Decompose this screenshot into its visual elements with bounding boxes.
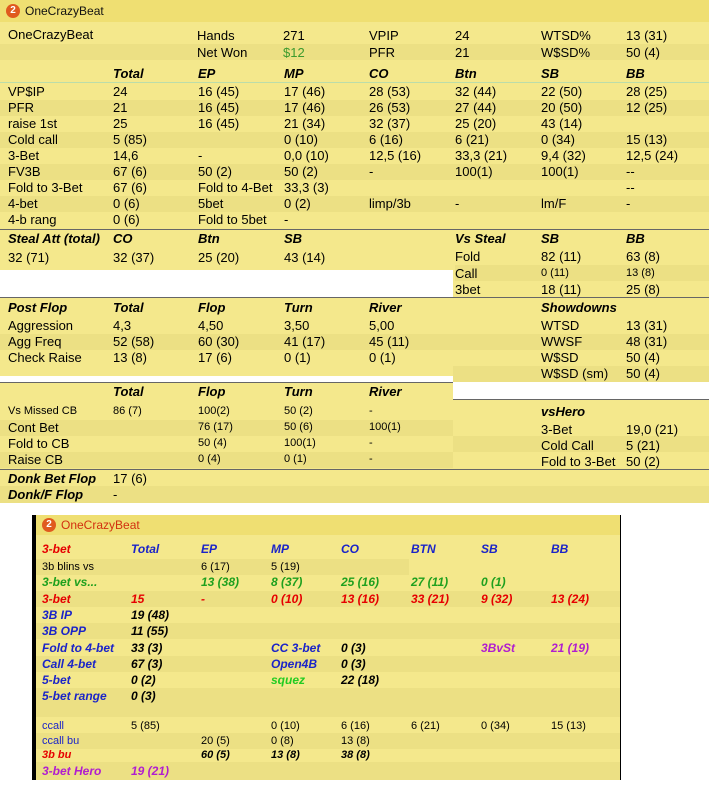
preflop-cell: -	[198, 148, 203, 163]
cbet-col-total: Total	[113, 384, 144, 399]
h2-3bbu-ep: 60 (5)	[201, 749, 230, 761]
postflop-cell: 45 (11)	[369, 334, 410, 349]
preflop-cell: 50 (2)	[284, 164, 318, 179]
preflop-cell: -	[369, 164, 374, 179]
postflop-cell: 13 (8)	[113, 350, 147, 365]
preflop-cell: 5 (85)	[113, 132, 147, 147]
showdown-label: WTSD	[541, 318, 580, 333]
preflop-cell: lm/F	[541, 196, 567, 211]
h2-ccall-label: ccall	[42, 720, 65, 732]
h2-blins-ep: 6 (17)	[201, 561, 230, 573]
wtsd-value: 13 (31)	[626, 28, 668, 43]
cbet-col-flop: Flop	[198, 384, 226, 399]
col-header-sb: SB	[541, 66, 560, 81]
showdown-value: 48 (31)	[626, 334, 668, 349]
preflop-cell: 27 (44)	[455, 100, 497, 115]
postflop-cell: 5,00	[369, 318, 395, 333]
h2-col-bb: BB	[551, 542, 569, 556]
vs-steal-col-sb: SB	[541, 231, 560, 246]
h2-ccallbu-mp: 0 (8)	[271, 735, 294, 747]
h2-header-3bet: 3-bet	[42, 542, 71, 556]
h2-vs-co: 25 (16)	[341, 575, 380, 589]
preflop-cell: 6 (16)	[369, 132, 403, 147]
preflop-cell: 0,0 (10)	[284, 148, 329, 163]
preflop-cell: 15 (13)	[626, 132, 668, 147]
pfr-value: 21	[455, 45, 470, 60]
vshero-fold3bet-value: 50 (2)	[626, 454, 660, 469]
h2-col-mp: MP	[271, 542, 289, 556]
cbet-row-label: Raise CB	[8, 452, 63, 467]
vpip-label: VPIP	[369, 28, 399, 43]
preflop-cell: -	[626, 196, 631, 211]
h2-call4bet-label: Call 4-bet	[42, 657, 97, 671]
hands-label: Hands	[197, 28, 235, 43]
preflop-cell: 0 (6)	[113, 212, 140, 227]
steal-sb-value: 43 (14)	[284, 250, 326, 265]
cbet-cell: 100(1)	[369, 421, 401, 433]
donk-bet-value: 17 (6)	[113, 471, 147, 486]
postflop-row-label: Aggression	[8, 318, 74, 333]
h2-ccall-btn: 6 (21)	[411, 720, 440, 732]
preflop-cell: limp/3b	[369, 196, 411, 211]
preflop-cell: -	[284, 212, 289, 227]
donk-fold-value: -	[113, 487, 118, 502]
col-header-btn: Btn	[455, 66, 477, 81]
preflop-cell: 22 (50)	[541, 84, 583, 99]
steal-col-co: CO	[113, 231, 133, 246]
steal-col-btn: Btn	[198, 231, 220, 246]
cbet-cell: -	[369, 437, 373, 449]
postflop-col-flop: Flop	[198, 300, 226, 315]
h2-squez-label: squez	[271, 673, 306, 687]
steal-col-sb: SB	[284, 231, 303, 246]
preflop-cell: --	[626, 164, 635, 179]
netwon-label: Net Won	[197, 45, 248, 60]
preflop-cell: 33,3 (21)	[455, 148, 508, 163]
h2-3bethero-value: 19 (21)	[131, 764, 170, 778]
showdown-value: 13 (31)	[626, 318, 668, 333]
h2-cc3bet-value: 0 (3)	[341, 641, 366, 655]
h2-3bip-value: 19 (48)	[131, 608, 170, 622]
cbet-cell: 0 (1)	[284, 453, 307, 465]
h2-vs-mp: 8 (37)	[271, 575, 303, 589]
col-header-ep: EP	[198, 66, 216, 81]
postflop-col-turn: Turn	[284, 300, 313, 315]
hud-title-bar[interactable]	[0, 0, 709, 22]
postflop-cell: 52 (58)	[113, 334, 155, 349]
h2-vs-btn: 27 (11)	[411, 575, 449, 589]
preflop-cell: 0 (34)	[541, 132, 575, 147]
h2-col-total: Total	[131, 542, 160, 556]
cbet-row-label: Vs Missed CB	[8, 405, 78, 417]
cbet-cell: 86 (7)	[113, 405, 142, 417]
showdown-value: 50 (4)	[626, 366, 660, 381]
col-header-mp: MP	[284, 66, 304, 81]
wsd-label: W$SD%	[541, 45, 591, 60]
preflop-cell: 28 (53)	[369, 84, 411, 99]
preflop-row-label: 4-bet	[8, 196, 38, 211]
postflop-cell: 41 (17)	[284, 334, 326, 349]
postflop-cell: 4,50	[198, 318, 224, 333]
h2-ccallbu-label: ccall bu	[42, 735, 80, 747]
preflop-cell: --	[626, 180, 635, 195]
h2-ccall-co: 6 (16)	[341, 720, 370, 732]
h2-3bet-bb: 13 (24)	[551, 592, 590, 606]
steal-btn-value: 25 (20)	[198, 250, 240, 265]
preflop-cell: Fold to 5bet	[198, 212, 267, 227]
h2-col-sb: SB	[481, 542, 498, 556]
hud-title: OneCrazyBeat	[25, 4, 104, 18]
preflop-cell: 28 (25)	[626, 84, 668, 99]
preflop-cell: 5bet	[198, 196, 224, 211]
h2-3bet-ep: -	[201, 592, 205, 606]
preflop-cell: 100(1)	[455, 164, 493, 179]
h2-col-ep: EP	[201, 542, 218, 556]
vshero-header: vsHero	[541, 404, 586, 419]
h2-vs-label: 3-bet vs...	[42, 575, 98, 589]
donk-bet-label: Donk Bet Flop	[8, 471, 97, 486]
vshero-3bet-value: 19,0 (21)	[626, 422, 679, 437]
h2-ccall-total: 5 (85)	[131, 720, 160, 732]
h2-ccallbu-ep: 20 (5)	[201, 735, 230, 747]
h2-3bet-sb: 9 (32)	[481, 592, 513, 606]
preflop-cell: 50 (2)	[198, 164, 232, 179]
vs-steal-header: Vs Steal	[455, 231, 506, 246]
h2-open4b-value: 0 (3)	[341, 657, 366, 671]
h2-3bet-label: 3-bet	[42, 592, 71, 606]
col-header-bb: BB	[626, 66, 645, 81]
preflop-cell: 0 (2)	[284, 196, 311, 211]
showdown-value: 50 (4)	[626, 350, 660, 365]
h2-call4bet-value: 67 (3)	[131, 657, 163, 671]
postflop-header: Post Flop	[8, 300, 68, 315]
wsd-value: 50 (4)	[626, 45, 660, 60]
vs-steal-fold-label: Fold	[455, 249, 481, 264]
h2-ccall-mp: 0 (10)	[271, 720, 300, 732]
hud2-title-bar[interactable]	[36, 515, 620, 535]
preflop-cell: 24	[113, 84, 128, 99]
h2-open4b-label: Open4B	[271, 657, 318, 671]
preflop-cell: 32 (44)	[455, 84, 497, 99]
h2-3bbu-co: 38 (8)	[341, 749, 370, 761]
hud2-logo-icon: 2	[42, 518, 56, 532]
preflop-cell: 17 (46)	[284, 84, 326, 99]
hands-value: 271	[283, 28, 305, 43]
preflop-cell: 0 (6)	[113, 196, 140, 211]
h2-3bvst-value: 21 (19)	[551, 641, 590, 655]
preflop-cell: 16 (45)	[198, 116, 240, 131]
vs-steal-3bet-sb: 18 (11)	[541, 282, 582, 297]
showdown-label: W$SD (sm)	[541, 366, 609, 381]
cbet-cell: -	[369, 405, 373, 417]
postflop-col-total: Total	[113, 300, 144, 315]
cbet-cell: -	[369, 453, 373, 465]
cbet-cell: 50 (4)	[198, 437, 227, 449]
showdown-label: WWSF	[541, 334, 583, 349]
cbet-row-label: Fold to CB	[8, 436, 70, 451]
h2-3bvst-label: 3BvSt	[481, 641, 516, 655]
steal-co-value: 32 (37)	[113, 250, 155, 265]
h2-ccall-sb: 0 (34)	[481, 720, 510, 732]
postflop-cell: 3,50	[284, 318, 310, 333]
cbet-cell: 50 (6)	[284, 421, 313, 433]
vshero-coldcall-label: Cold Call	[541, 438, 594, 453]
preflop-cell: 26 (53)	[369, 100, 411, 115]
preflop-cell: 67 (6)	[113, 164, 147, 179]
vs-steal-col-bb: BB	[626, 231, 645, 246]
preflop-cell: 25 (20)	[455, 116, 497, 131]
h2-blins-label: 3b blins vs	[42, 561, 94, 573]
h2-3bethero-label: 3-bet Hero	[42, 764, 102, 778]
vshero-coldcall-value: 5 (21)	[626, 438, 660, 453]
h2-3bopp-label: 3B OPP	[42, 624, 87, 638]
h2-cc3bet-label: CC 3-bet	[271, 641, 321, 655]
preflop-cell: 67 (6)	[113, 180, 147, 195]
preflop-cell: 14,6	[113, 148, 139, 163]
preflop-cell: 12,5 (16)	[369, 148, 422, 163]
preflop-cell: 6 (21)	[455, 132, 489, 147]
h2-5betrange-value: 0 (3)	[131, 689, 156, 703]
vs-steal-fold-sb: 82 (11)	[541, 249, 582, 264]
preflop-cell: 100(1)	[541, 164, 579, 179]
cbet-cell: 76 (17)	[198, 421, 233, 433]
preflop-row-label: Cold call	[8, 132, 58, 147]
preflop-row-label: raise 1st	[8, 116, 58, 131]
h2-fold4bet-value: 33 (3)	[131, 641, 163, 655]
vshero-3bet-label: 3-Bet	[541, 422, 573, 437]
col-header-co: CO	[369, 66, 389, 81]
donk-fold-label: Donk/F Flop	[8, 487, 84, 502]
netwon-value: $12	[283, 45, 305, 60]
preflop-row-label: FV3B	[8, 164, 41, 179]
cbet-cell: 0 (4)	[198, 453, 221, 465]
postflop-cell: 0 (1)	[284, 350, 311, 365]
postflop-row-label: Check Raise	[8, 350, 82, 365]
h2-ccallbu-co: 13 (8)	[341, 735, 370, 747]
preflop-cell: 12,5 (24)	[626, 148, 679, 163]
steal-header: Steal Att (total)	[8, 231, 100, 246]
postflop-col-river: River	[369, 300, 402, 315]
cbet-cell: 100(1)	[284, 437, 316, 449]
preflop-cell: 9,4 (32)	[541, 148, 586, 163]
h2-ccall-bb: 15 (13)	[551, 720, 586, 732]
h2-col-co: CO	[341, 542, 359, 556]
postflop-cell: 17 (6)	[198, 350, 232, 365]
vpip-value: 24	[455, 28, 470, 43]
hud-panel-3bet	[32, 515, 621, 780]
vs-steal-call-label: Call	[455, 266, 478, 281]
preflop-cell: 43 (14)	[541, 116, 583, 131]
cbet-col-river: River	[369, 384, 402, 399]
h2-5bet-label: 5-bet	[42, 673, 71, 687]
cbet-row-label: Cont Bet	[8, 420, 59, 435]
h2-3bbu-mp: 13 (8)	[271, 749, 300, 761]
h2-3bbu-label: 3b bu	[42, 749, 72, 761]
vshero-fold3bet-label: Fold to 3-Bet	[541, 454, 616, 469]
player-name: OneCrazyBeat	[8, 27, 94, 42]
h2-3bet-co: 13 (16)	[341, 592, 380, 606]
cbet-cell: 100(2)	[198, 405, 230, 417]
h2-fold4bet-label: Fold to 4-bet	[42, 641, 114, 655]
preflop-row-label: 4-b rang	[8, 212, 57, 227]
preflop-cell: 21	[113, 100, 128, 115]
vs-steal-call-sb: 0 (11)	[541, 267, 569, 279]
showdown-label: W$SD	[541, 350, 579, 365]
preflop-cell: 21 (34)	[284, 116, 326, 131]
h2-3bopp-value: 11 (55)	[131, 624, 169, 638]
hud2-title: OneCrazyBeat	[61, 518, 140, 532]
h2-3bip-label: 3B IP	[42, 608, 73, 622]
preflop-cell: 17 (46)	[284, 100, 326, 115]
col-header-total: Total	[113, 66, 144, 81]
vs-steal-fold-bb: 63 (8)	[626, 249, 660, 264]
preflop-cell: 25	[113, 116, 128, 131]
vs-steal-3bet-bb: 25 (8)	[626, 282, 660, 297]
preflop-cell: 12 (25)	[626, 100, 668, 115]
h2-3bet-total: 15	[131, 592, 145, 606]
preflop-cell: Fold to 4-Bet	[198, 180, 273, 195]
h2-col-btn: BTN	[411, 542, 436, 556]
pfr-label: PFR	[369, 45, 395, 60]
preflop-cell: 0 (10)	[284, 132, 318, 147]
cbet-col-turn: Turn	[284, 384, 313, 399]
hud-logo-icon: 2	[6, 4, 20, 18]
postflop-row-label: Agg Freq	[8, 334, 62, 349]
h2-3bet-btn: 33 (21)	[411, 592, 450, 606]
showdowns-header: Showdowns	[541, 300, 617, 315]
preflop-cell: 16 (45)	[198, 84, 240, 99]
postflop-cell: 0 (1)	[369, 350, 396, 365]
preflop-row-label: Fold to 3-Bet	[8, 180, 83, 195]
preflop-cell: 32 (37)	[369, 116, 411, 131]
steal-total-value: 32 (71)	[8, 250, 50, 265]
preflop-cell: -	[455, 196, 460, 211]
preflop-row-label: PFR	[8, 100, 34, 115]
h2-vs-sb: 0 (1)	[481, 575, 506, 589]
preflop-row-label: 3-Bet	[8, 148, 40, 163]
vs-steal-call-bb: 13 (8)	[626, 267, 655, 279]
preflop-cell: 20 (50)	[541, 100, 583, 115]
h2-vs-ep: 13 (38)	[201, 575, 240, 589]
h2-3bet-mp: 0 (10)	[271, 592, 303, 606]
h2-5betrange-label: 5-bet range	[42, 689, 107, 703]
vs-steal-3bet-label: 3bet	[455, 282, 481, 297]
h2-squez-value: 22 (18)	[341, 673, 380, 687]
preflop-cell: 16 (45)	[198, 100, 240, 115]
postflop-cell: 4,3	[113, 318, 132, 333]
h2-blins-mp: 5 (19)	[271, 561, 300, 573]
wtsd-label: WTSD%	[541, 28, 591, 43]
postflop-cell: 60 (30)	[198, 334, 240, 349]
preflop-row-label: VP$IP	[8, 84, 45, 99]
preflop-cell: 33,3 (3)	[284, 180, 329, 195]
cbet-cell: 50 (2)	[284, 405, 313, 417]
h2-5bet-value: 0 (2)	[131, 673, 156, 687]
